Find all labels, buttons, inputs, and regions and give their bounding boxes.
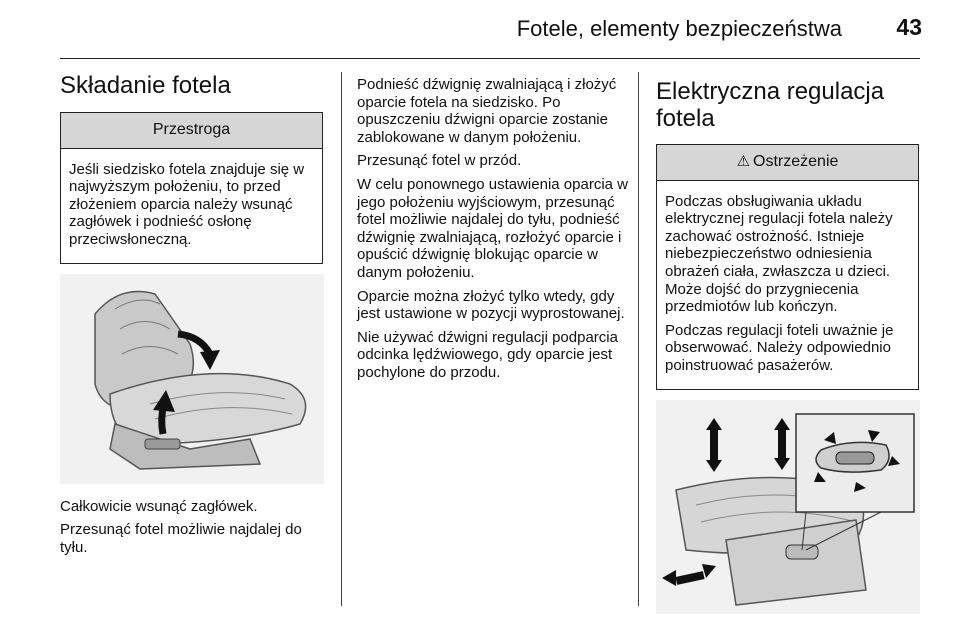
caution-text — [61, 149, 322, 263]
caution-paragraph: Jeśli siedzisko fotela znajduje się w najwyższym położeniu, to przed złożeniem oparcia należy wsunąć zagłówek i podnieść osłonę przeciwsłoneczną. — [69, 160, 305, 248]
section-title: Fotele, elementy bezpieczeństwa — [516, 16, 842, 41]
warning-title: Ostrzeżenie — [753, 153, 839, 170]
caution-box — [60, 112, 323, 264]
warning-paragraph: Podczas regulacji foteli uważnie je obserwować. Należy odpowiednio poinstruować pasażerów. — [665, 321, 894, 374]
paragraph-upright-only: Oparcie można złożyć tylko wtedy, gdy jest ustawione w pozycji wyprostowanej. — [357, 287, 625, 323]
warning-paragraph: Podczas obsługiwania układu elektrycznej regulacji fotela należy zachować ostrożność. Istnieje niebezpieczeństwo odniesienia obrażeń ciała, zwłaszcza u dzieci. Może dojść do przygniecenia przedmiotów lub kończyn. — [665, 192, 893, 316]
section-heading-electric: Elektryczna regulacja fotela — [656, 78, 885, 132]
caution-title: Przestroga — [61, 113, 322, 149]
warning-triangle-icon: ⚠ — [736, 153, 751, 170]
section-heading-folding: Składanie fotela — [60, 72, 231, 99]
paragraph-lumbar-warning: Nie używać dźwigni regulacji podparcia odcinka lędźwiowego, gdy oparcie jest pochylone do przodu. — [357, 328, 618, 381]
column-divider-left — [341, 72, 342, 606]
seat-folding-illustration — [60, 274, 324, 484]
header-divider — [60, 58, 920, 59]
electric-seat-illustration — [656, 400, 920, 614]
middle-column — [357, 76, 629, 388]
page-number: 43 — [896, 14, 922, 40]
paragraph-release-lever: Podnieść dźwignię zwalniającą i złożyć oparcie fotela na siedzisko. Po opuszczeniu dźwigni oparcie zostanie zablokowane w danym położeniu. — [357, 76, 617, 146]
paragraph-restore-position: W celu ponownego ustawienia oparcia w jego położeniu wyjściowym, przesunąć fotel możliwie najdalej do tyłu, podnieść dźwignię zwalniającą, rozłożyć oparcie i opuścić dźwignię blokując oparcie w danym położeniu. — [357, 175, 628, 281]
warning-box — [656, 144, 919, 390]
paragraph-move-forward: Przesunąć fotel w przód. — [357, 152, 522, 170]
left-column — [60, 72, 324, 562]
paragraph-move-back: Przesunąć fotel możliwie najdalej do tyłu. — [60, 521, 302, 556]
right-column — [656, 78, 920, 628]
warning-header — [657, 145, 918, 181]
warning-text — [657, 181, 918, 389]
paragraph-headrest: Całkowicie wsunąć zagłówek. — [60, 497, 258, 515]
column-divider-right — [638, 72, 639, 606]
